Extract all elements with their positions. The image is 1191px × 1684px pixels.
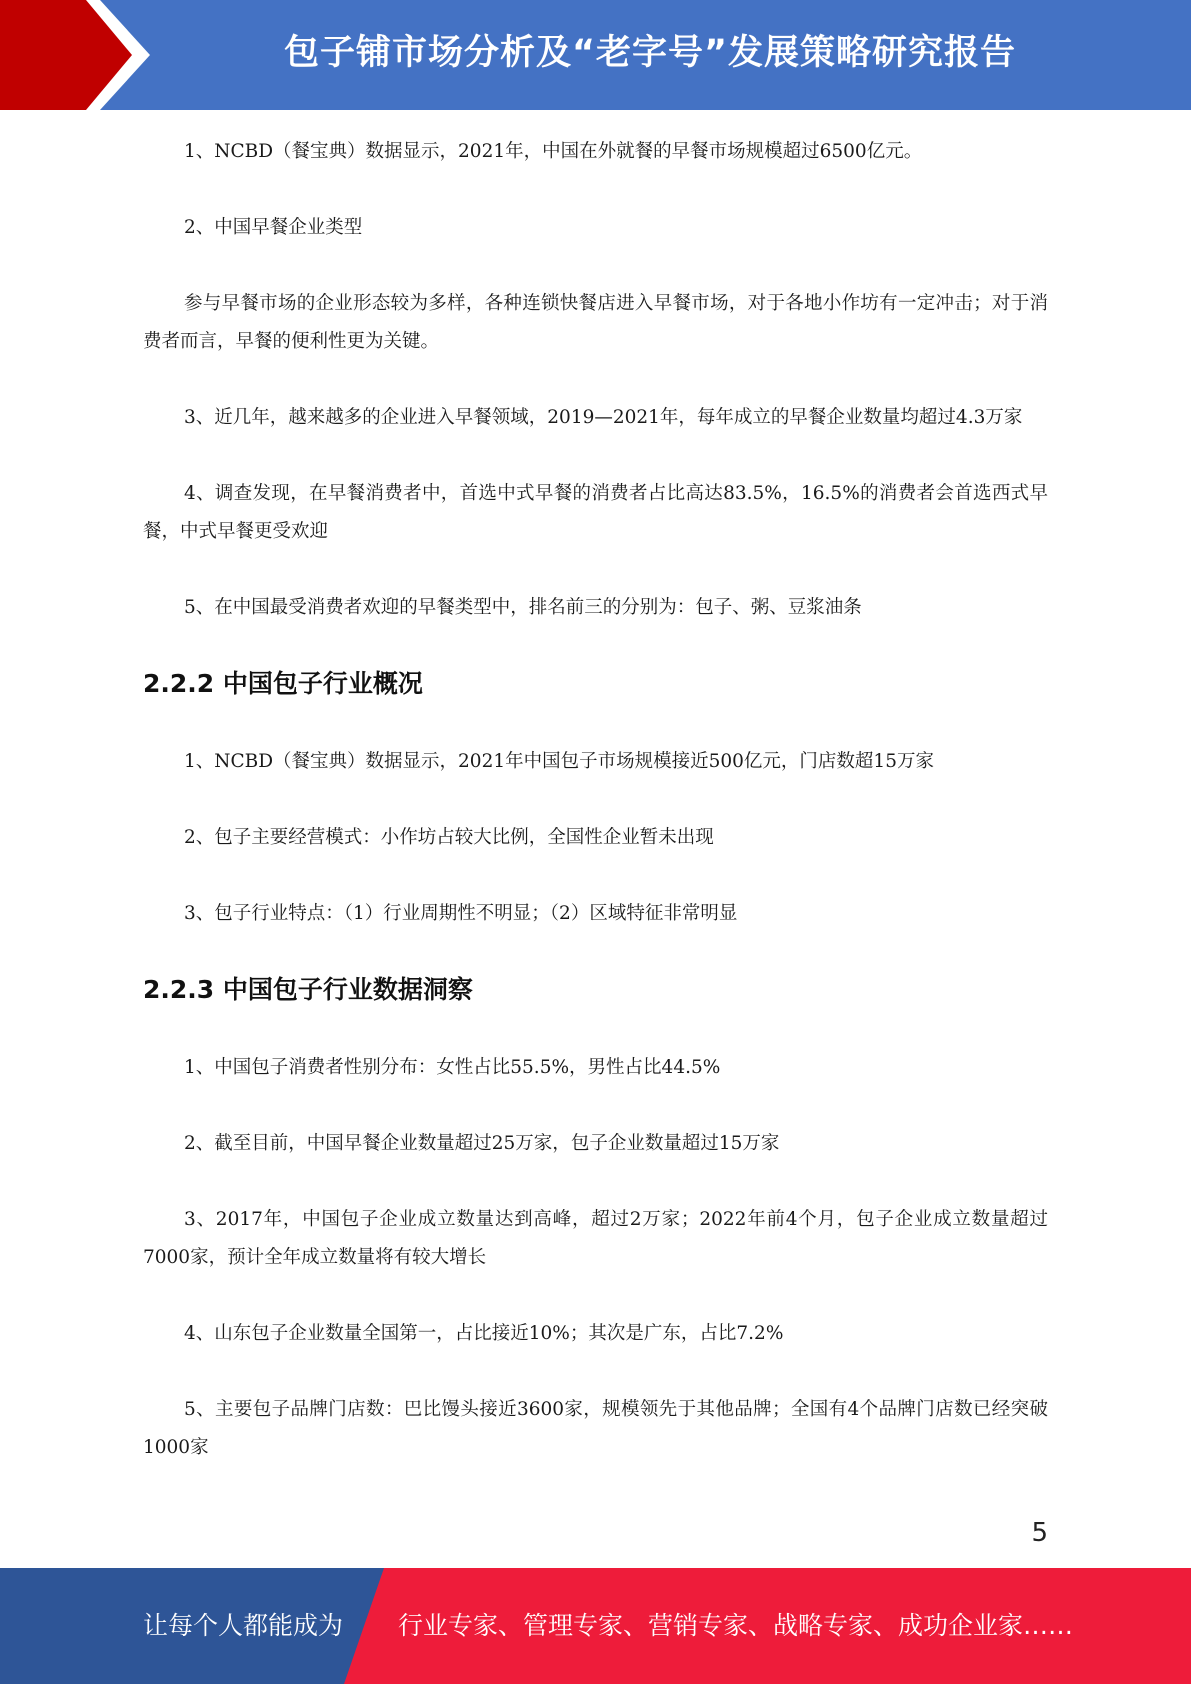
paragraph: 5、在中国最受消费者欢迎的早餐类型中，排名前三的分别为：包子、粥、豆浆油条 [184, 597, 862, 618]
page-content [143, 133, 1048, 1505]
section-heading: 2.2.2 中国包子行业概况 [143, 669, 423, 698]
paragraph: 3、2017年，中国包子企业成立数量达到高峰，超过2万家；2022年前4个月，包子企业成立数量超过7000家，预计全年成立数量将有较大增长 [143, 1209, 1048, 1268]
footer-slogan: 让每个人都能成为 [143, 1611, 344, 1640]
paragraph: 4、山东包子企业数量全国第一，占比接近10%；其次是广东，占比7.2% [184, 1323, 784, 1344]
page-header [0, 0, 1191, 110]
paragraph: 1、中国包子消费者性别分布：女性占比55.5%，男性占比44.5% [184, 1057, 721, 1078]
paragraph: 3、包子行业特点：（1）行业周期性不明显；（2）区域特征非常明显 [184, 903, 738, 924]
paragraph: 2、截至目前，中国早餐企业数量超过25万家，包子企业数量超过15万家 [184, 1133, 780, 1154]
page-footer [0, 1568, 1191, 1684]
page-number: 5 [1031, 1518, 1048, 1548]
paragraph: 3、近几年，越来越多的企业进入早餐领域，2019—2021年，每年成立的早餐企业数量均超过4.3万家 [184, 407, 1023, 428]
paragraph: 4、调查发现，在早餐消费者中，首选中式早餐的消费者占比高达83.5%，16.5%的消费者会首选西式早餐，中式早餐更受欢迎 [143, 483, 1048, 542]
paragraph: 1、NCBD（餐宝典）数据显示，2021年，中国在外就餐的早餐市场规模超过6500亿元。 [184, 141, 923, 162]
report-title: 包子铺市场分析及“老字号”发展策略研究报告 [283, 33, 1016, 73]
paragraph: 参与早餐市场的企业形态较为多样，各种连锁快餐店进入早餐市场，对于各地小作坊有一定冲击；对于消费者而言，早餐的便利性更为关键。 [143, 293, 1048, 352]
paragraph: 5、主要包子品牌门店数：巴比馒头接近3600家，规模领先于其他品牌；全国有4个品牌门店数已经突破1000家 [143, 1399, 1048, 1458]
paragraph: 1、NCBD（餐宝典）数据显示，2021年中国包子市场规模接近500亿元，门店数超15万家 [184, 751, 934, 772]
paragraph: 2、包子主要经营模式：小作坊占较大比例，全国性企业暂未出现 [184, 827, 714, 848]
paragraph: 2、中国早餐企业类型 [184, 217, 363, 238]
footer-tagline: 行业专家、管理专家、营销专家、战略专家、成功企业家…… [398, 1611, 1074, 1640]
section-heading: 2.2.3 中国包子行业数据洞察 [143, 975, 473, 1004]
